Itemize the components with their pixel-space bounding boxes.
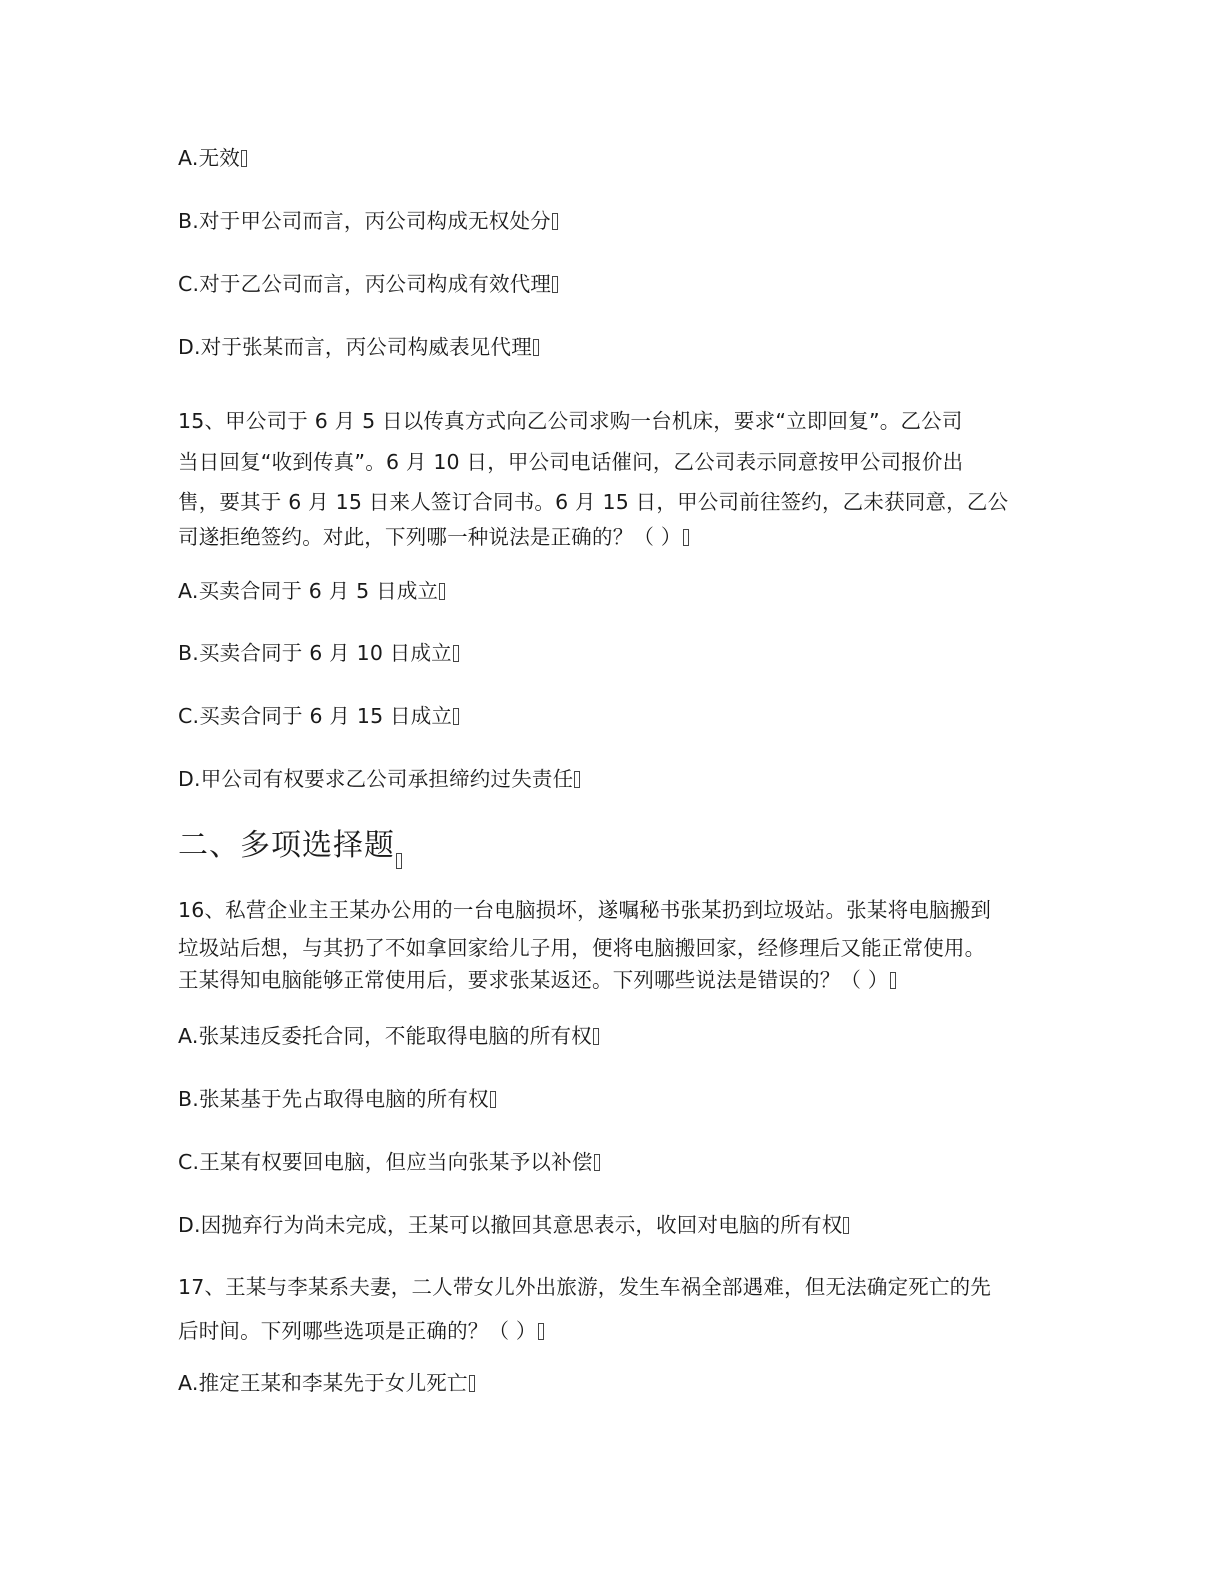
q17-stem <box>178 1272 1036 1348</box>
q16-option-b: B.张某基于先占取得电脑的所有权 <box>178 1087 496 1112</box>
q14-option-b: B.对于甲公司而言，丙公司构成无权处分 <box>178 209 558 234</box>
q15-stem <box>178 397 1036 551</box>
q14-option-a: A.无效 <box>178 146 247 171</box>
q17-stem-line: 17、王某与李某系夫妻，二人带女儿外出旅游，发生车祸全部遇难，但无法确定死亡的先 <box>178 1275 992 1299</box>
q15-option-d: D.甲公司有权要求乙公司承担缔约过失责任 <box>178 767 580 792</box>
q16-stem-line: 16、私营企业主王某办公用的一台电脑损坏，遂嘱秘书张某扔到垃圾站。张某将电脑搬到 <box>178 898 992 922</box>
q15-stem-line: 15、甲公司于 6 月 5 日以传真方式向乙公司求购一台机床，要求“立即回复”。乙公司 <box>178 409 963 433</box>
section-heading: 二、多项选择题 <box>178 820 402 869</box>
q15-stem-line: 售，要其于 6 月 15 日来人签订合同书。6 月 15 日，甲公司前往签约，乙未获同意，乙公 <box>178 490 1009 514</box>
q15-option-a: A.买卖合同于 6 月 5 日成立 <box>178 579 445 604</box>
q15-option-c: C.买卖合同于 6 月 15 日成立 <box>178 704 459 729</box>
q16-option-a: A.张某违反委托合同，不能取得电脑的所有权 <box>178 1024 599 1049</box>
q16-option-c: C.王某有权要回电脑，但应当向张某予以补偿 <box>178 1150 600 1175</box>
q15-stem-line: 当日回复“收到传真”。6 月 10 日，甲公司电话催问，乙公司表示同意按甲公司报价出 <box>178 450 964 474</box>
q14-option-d: D.对于张某而言，丙公司构威表见代理 <box>178 335 539 360</box>
q15-option-b: B.买卖合同于 6 月 10 日成立 <box>178 641 459 666</box>
q15-stem-line: 司遂拒绝签约。对此，下列哪一种说法是正确的？（ ） <box>178 523 1036 551</box>
q17-stem-line: 后时间。下列哪些选项是正确的？（ ） <box>178 1314 1036 1348</box>
q16-stem <box>178 895 1036 994</box>
q16-stem-line: 垃圾站后想，与其扔了不如拿回家给儿子用，便将电脑搬回家，经修理后又能正常使用。 <box>178 936 986 960</box>
q16-stem-line: 王某得知电脑能够正常使用后，要求张某返还。下列哪些说法是错误的？（ ） <box>178 966 1036 994</box>
q17-option-a: A.推定王某和李某先于女儿死亡 <box>178 1371 475 1396</box>
q14-option-c: C.对于乙公司而言，丙公司构成有效代理 <box>178 272 558 297</box>
q16-option-d: D.因抛弃行为尚未完成，王某可以撤回其意思表示，收回对电脑的所有权 <box>178 1213 849 1238</box>
